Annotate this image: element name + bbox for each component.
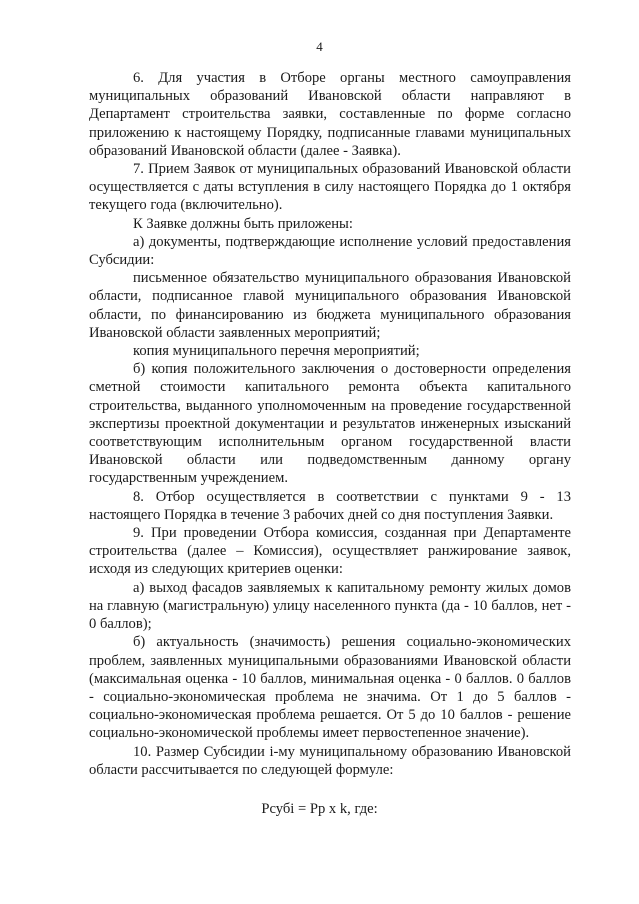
criterion-b: б) актуальность (значимость) решения социально-экономических проблем, заявленных муниципальными образованиями Ивановской области (максимальная оценка - 10 баллов, минимальная оценка - 0 баллов. 0 баллов - социально-экономическая проблема не значима. От 1 до 5 баллов - социально-экономическая проблема решается. От 5 до 10 баллов - решение социально-экономической проблемы имеет первостепенное значение).: [89, 634, 571, 742]
attachments-intro: К Заявке должны быть приложены:: [133, 215, 353, 232]
attachment-b: б) копия положительного заключения о достоверности определения сметной стоимости капитального ремонта объекта капитального строительства, выданного уполномоченным на проведение государственной экспертизы проектной документации и результатов инженерных изысканий соответствующим исполнительным органом государственной власти Ивановской области или подведомственным данному органу государственным учреждением.: [89, 361, 571, 487]
subsidy-formula: Рсубi = Рр х k, где:: [261, 801, 378, 817]
attachment-a-list-copy: копия муниципального перечня мероприятий;: [133, 343, 420, 360]
paragraph-6: 6. Для участия в Отборе органы местного самоуправления муниципальных образований Ивановской области направляют в Департамент строительства заявки, составленные по форме согласно приложению к настоящему Порядку, подписанные главами муниципальных образований Ивановской области (далее - Заявка).: [89, 70, 571, 159]
attachment-a: а) документы, подтверждающие исполнение условий предоставления Субсидии:: [89, 233, 571, 269]
criterion-a: а) выход фасадов заявляемых к капитальному ремонту жилых домов на главную (магистральную) улицу населенного пункта (да - 10 баллов, нет - 0 баллов);: [89, 579, 571, 633]
paragraph-8: 8. Отбор осуществляется в соответствии с пунктами 9 - 13 настоящего Порядка в течение 3 рабочих дней со дня поступления Заявки.: [89, 488, 571, 523]
paragraph-7: 7. Прием Заявок от муниципальных образований Ивановской области осуществляется с даты вступления в силу настоящего Порядка до 1 октября текущего года (включительно).: [89, 161, 571, 214]
paragraph-9: 9. При проведении Отбора комиссия, созданная при Департаменте строительства (далее – Комиссия), осуществляет ранжирование заявок, исходя из следующих критериев оценки:: [89, 525, 571, 578]
paragraph-10: 10. Размер Субсидии i-му муниципальному образованию Ивановской области рассчитывается по следующей формуле:: [89, 743, 571, 778]
attachment-a-obligation: письменное обязательство муниципального образования Ивановской области, подписанное главой муниципального образования Ивановской области, по финансированию из бюджета муниципального образования Ивановской области заявленных мероприятий;: [89, 270, 571, 341]
document-body: [89, 69, 571, 779]
page-number: 4: [316, 39, 323, 54]
